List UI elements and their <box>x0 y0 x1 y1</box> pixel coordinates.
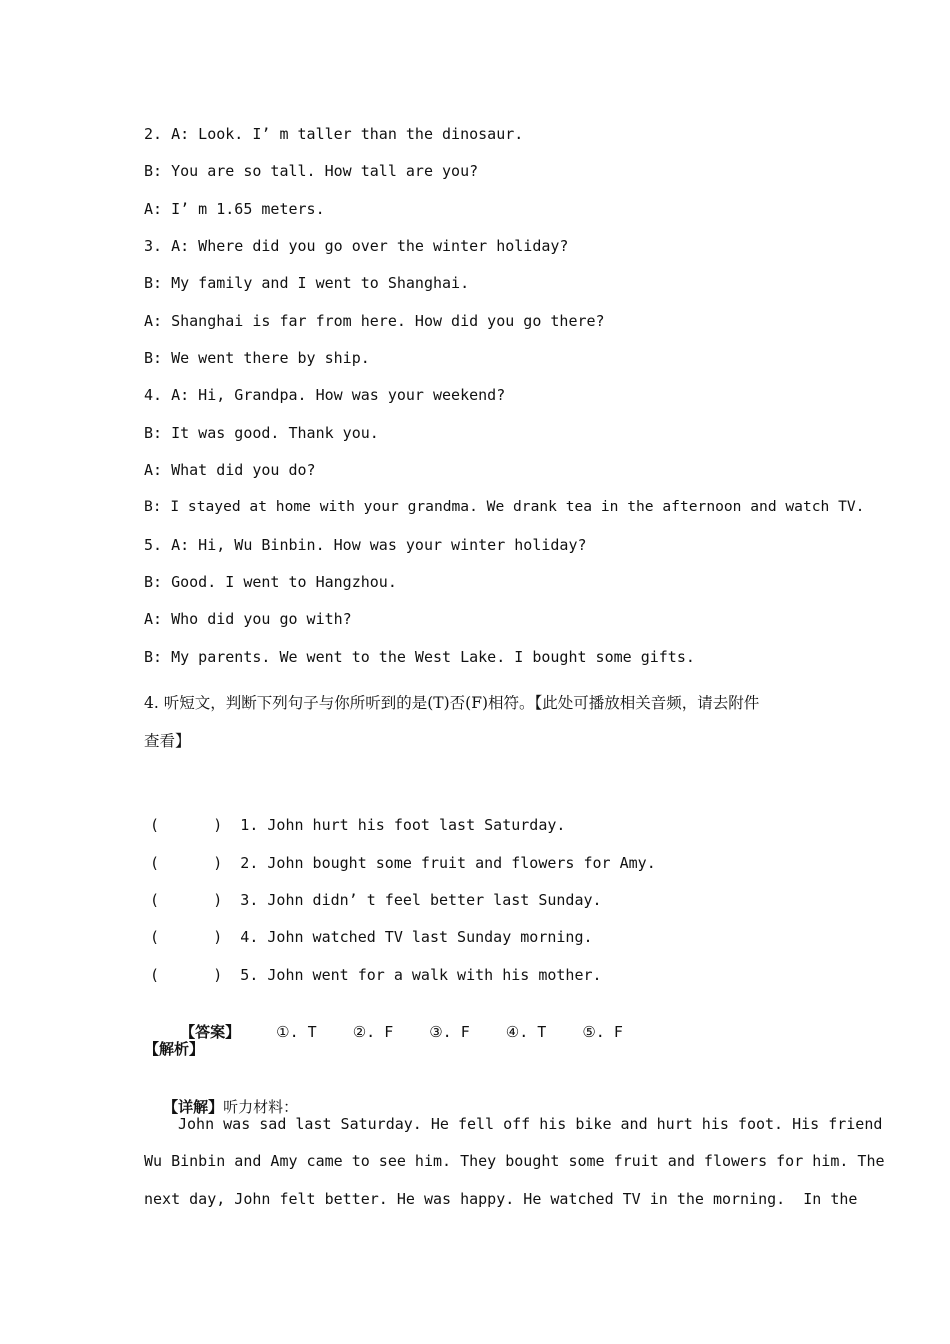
dialogue-line: B: I stayed at home with your grandma. We drank tea in the afternoon and watch TV. <box>144 498 865 515</box>
detail-label: 【详解】 <box>163 1098 224 1116</box>
statement-item: ( ) 5. John went for a walk with his mother. <box>150 966 602 984</box>
dialogue-line: 4. A: Hi, Grandpa. How was your weekend? <box>144 386 506 404</box>
passage-line: Wu Binbin and Amy came to see him. They bought some fruit and flowers for him. The <box>144 1152 885 1170</box>
answer-item: ②. F <box>352 1023 394 1041</box>
answer-item: ③. F <box>429 1023 470 1041</box>
detail-text: 听力材料： <box>223 1098 299 1116</box>
statement-item: ( ) 2. John bought some fruit and flowers for Amy. <box>150 854 656 872</box>
dialogue-line: A: What did you do? <box>144 461 316 479</box>
dialogue-line: A: I’ m 1.65 meters. <box>144 200 325 218</box>
passage-line: John was sad last Saturday. He fell off his bike and hurt his foot. His friend <box>178 1115 883 1133</box>
dialogue-line: B: We went there by ship. <box>144 349 370 367</box>
dialogue-line: 5. A: Hi, Wu Binbin. How was your winter holiday? <box>144 536 587 554</box>
dialogue-line: B: You are so tall. How tall are you? <box>144 162 479 180</box>
passage-line: next day, John felt better. He was happy. He watched TV in the morning. In the <box>144 1190 858 1208</box>
dialogue-line: B: It was good. Thank you. <box>144 424 379 442</box>
dialogue-line: A: Shanghai is far from here. How did you go there? <box>144 312 605 330</box>
statement-item: ( ) 1. John hurt his foot last Saturday. <box>150 816 566 834</box>
answer-item: ④. T <box>505 1023 547 1041</box>
question-heading-cont: 查看】 <box>144 732 191 750</box>
dialogue-line: B: My parents. We went to the West Lake. I bought some gifts. <box>144 648 695 666</box>
dialogue-line: A: Who did you go with? <box>144 610 352 628</box>
statement-item: ( ) 3. John didn’ t feel better last Sunday. <box>150 891 602 909</box>
answer-item: ⑤. F <box>582 1023 623 1041</box>
question-heading: 4. 听短文，判断下列句子与你所听到的是(T)否(F)相符。【此处可播放相关音频，请去附件 <box>144 694 760 712</box>
answer-item: ①. T <box>276 1023 317 1041</box>
dialogue-line: 2. A: Look. I’ m taller than the dinosaur. <box>144 125 524 143</box>
answer-label: 【答案】 <box>180 1023 241 1041</box>
dialogue-line: B: My family and I went to Shanghai. <box>144 274 470 292</box>
dialogue-line: 3. A: Where did you go over the winter holiday? <box>144 237 569 255</box>
analysis-label: 【解析】 <box>144 1040 205 1058</box>
answer-row <box>144 1002 623 1062</box>
statement-item: ( ) 4. John watched TV last Sunday morning. <box>150 928 593 946</box>
dialogue-line: B: Good. I went to Hangzhou. <box>144 573 397 591</box>
